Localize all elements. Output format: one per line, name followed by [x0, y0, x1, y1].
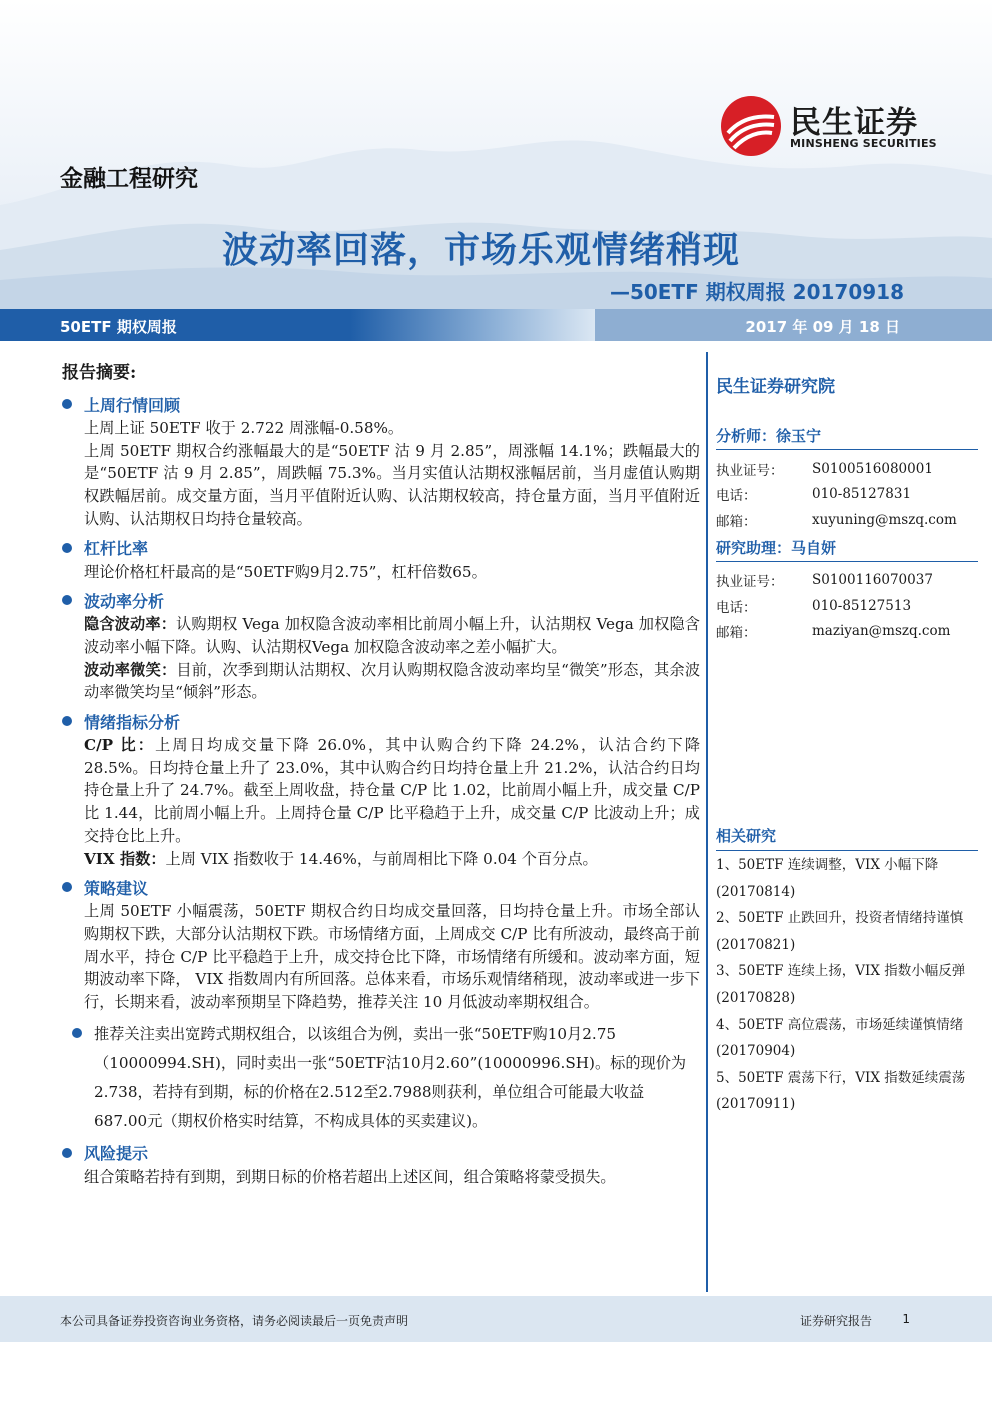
recommendation-item	[72, 1020, 700, 1136]
section-title: 风险提示	[84, 1144, 149, 1164]
footer-report-type: 证券研究报告	[799, 1314, 872, 1328]
related-research-item[interactable]: 3、50ETF 连续上扬，VIX 指数小幅反弹 (20170828)	[716, 963, 966, 1006]
term-label: VIX 指数：	[84, 849, 166, 868]
assistant-heading: 研究助理：马自妍	[716, 537, 978, 562]
department-label: 金融工程研究	[60, 166, 198, 192]
paragraph	[84, 848, 700, 871]
section-title: 上周行情回顾	[84, 395, 181, 415]
related-research-item[interactable]: 1、50ETF 连续调整，VIX 小幅下降 (20170814)	[716, 857, 939, 900]
section-heading-leverage	[60, 535, 700, 561]
recommendation-text: 推荐关注卖出宽跨式期权组合，以该组合为例，卖出一张“50ETF购10月2.75（10000994.SH)，同时卖出一张“50ETF沽10月2.60”(10000996.SH)。标的现价为2.738，若持有到期，标的价格在2.512至2.7988则获利，单位组合可能最大收益687.00元（期权价格实时结算，不构成具体的买卖建议)。	[94, 1024, 687, 1130]
disclaimer-notice: 本公司具备证券投资咨询业务资格，请务必阅读最后一页免责声明	[60, 1314, 409, 1328]
section-title: 波动率分析	[84, 591, 165, 611]
paragraph-text: 目前，次季到期认沽期权、次月认购期权隐含波动率均呈“微笑”形态，其余波动率微笑均呈“倾斜”形态。	[84, 660, 701, 702]
paragraph: 组合策略若持有到期，到期日标的价格若超出上述区间，组合策略将蒙受损失。	[84, 1167, 616, 1186]
paragraph: 上周 50ETF 期权合约涨幅最大的是“50ETF 沽 9 月 2.85”，周涨幅 14.1%；跌幅最大的是“50ETF 沽 9 月 2.85”，周跌幅 75.3%。当月实值认沽期权涨幅居前，当月虚值认购期权跌幅居前。成交量方面，当月平值附近认购、认沽期权较高，持仓量方面，当月平值附近认购、认沽期权日均持仓量较高。	[84, 441, 700, 528]
report-subtitle: —50ETF 期权周报 20170918	[609, 280, 904, 304]
paragraph-text: 上周日均成交量下降 26.0%，其中认购合约下降 24.2%，认沽合约下降 28.5%。日均持仓量上升了 23.0%，其中认购合约日均持仓量上升 21.2%，认沽合约日均持仓量上升了 24.7%。截至上周收盘，持仓量 C/P 比 1.02，比前周小幅上升，成交量 C/P 比 1.44，比前周小幅上升。上周持仓量 C/P 比平稳趋于上升，成交量 C/P 比波动上升；成交持仓比上升。	[84, 736, 701, 845]
analyst-license-row	[716, 456, 978, 482]
report-summary	[60, 358, 700, 1188]
paragraph	[84, 659, 700, 704]
report-info-bar	[0, 309, 992, 341]
page-footer	[0, 1296, 992, 1342]
bullet-icon	[62, 543, 72, 553]
paragraph: 上周上证 50ETF 收于 2.722 周涨幅-0.58%。	[84, 419, 404, 437]
assistant-email-row	[716, 619, 978, 645]
bullet-icon	[62, 716, 72, 726]
paragraph: 理论价格杠杆最高的是“50ETF购9月2.75”，杠杆倍数65。	[84, 562, 487, 581]
term-label: C/P 比：	[84, 736, 156, 755]
section-heading-volatility	[60, 587, 700, 613]
page-number: 1	[902, 1312, 910, 1326]
logo-text-cn: 民生证券	[790, 105, 918, 141]
related-research-item[interactable]: 5、50ETF 震荡下行，VIX 指数延续震荡 (20170911)	[716, 1069, 966, 1113]
logo-circle-icon	[720, 95, 782, 157]
term-label: 波动率微笑：	[84, 660, 177, 679]
related-research-heading: 相关研究	[716, 825, 978, 851]
field-label: 邮箱：	[716, 625, 757, 642]
field-label: 执业证号：	[716, 574, 784, 591]
report-series-label: 50ETF 期权周报	[60, 318, 177, 336]
field-label: 电话：	[716, 599, 757, 616]
section-heading-risk	[60, 1140, 700, 1166]
report-title: 波动率回落，市场乐观情绪稍现	[221, 230, 740, 271]
column-divider	[706, 352, 708, 1292]
bullet-icon	[62, 399, 72, 409]
paragraph-text: 上周 VIX 指数收于 14.46%，与前周相比下降 0.04 个百分点。	[165, 849, 598, 868]
field-value: S0100116070037	[812, 572, 933, 589]
logo-text-en: MINSHENG SECURITIES	[790, 137, 937, 150]
section-heading-market-review	[60, 391, 700, 417]
section-title: 策略建议	[84, 878, 149, 898]
summary-heading: 报告摘要:	[62, 363, 137, 383]
bar-gradient-segment	[350, 309, 595, 341]
related-research-item[interactable]: 4、50ETF 高位震荡，市场延续谨慎情绪 (20170904)	[716, 1016, 964, 1060]
field-value: 010-85127513	[812, 597, 912, 614]
related-research-list	[716, 852, 978, 1118]
sidebar	[716, 372, 978, 644]
analyst-email-link[interactable]: xuyuning@mszq.com	[812, 511, 957, 528]
assistant-license-row	[716, 568, 978, 594]
bullet-icon	[62, 882, 72, 892]
paragraph: 上周 50ETF 小幅震荡，50ETF 期权合约日均成交量回落，日均持仓量上升。市场全部认购期权下跌，大部分认沽期权下跌。市场情绪方面，上周成交 C/P 比有所波动，最终高于前周水平，持仓 C/P 比平稳趋于上升，成交持仓比下降，市场情绪有所缓和。波动率方面，短期波动率下降， VIX 指数周内有所回落。总体来看，市场乐观情绪稍现，波动率或进一步下行，长期来看，波动率预期呈下降趋势，推荐关注 10 月低波动率期权组合。	[84, 902, 700, 1012]
bullet-icon	[62, 1148, 72, 1158]
field-label: 执业证号：	[716, 462, 784, 479]
section-heading-strategy	[60, 874, 700, 900]
paragraph	[84, 734, 700, 848]
paragraph-text: 认购期权 Vega 加权隐含波动率相比前周小幅上升，认沽期权 Vega 加权隐含波动率小幅下降。认购、认沽期权Vega 加权隐含波动率之差小幅扩大。	[84, 615, 700, 656]
analyst-heading: 分析师：徐玉宁	[716, 425, 978, 450]
field-value: 010-85127831	[812, 486, 912, 503]
bullet-icon	[72, 1028, 82, 1038]
minsheng-logo	[720, 95, 960, 157]
analyst-phone-row	[716, 482, 978, 508]
institute-name: 民生证券研究院	[716, 377, 835, 397]
paragraph	[84, 613, 700, 658]
field-value: S0100516080001	[812, 460, 933, 477]
term-label: 隐含波动率：	[84, 615, 177, 634]
related-research-item[interactable]: 2、50ETF 止跌回升，投资者情绪持谨慎 (20170821)	[716, 910, 964, 953]
assistant-phone-row	[716, 593, 978, 619]
field-label: 电话：	[716, 488, 757, 505]
section-heading-sentiment	[60, 708, 700, 734]
section-title: 杠杆比率	[84, 539, 149, 559]
field-label: 邮箱：	[716, 513, 757, 530]
analyst-email-row	[716, 507, 978, 533]
report-date: 2017 年 09 月 18 日	[745, 318, 900, 336]
assistant-email-link[interactable]: maziyan@mszq.com	[812, 623, 951, 640]
bullet-icon	[62, 595, 72, 605]
section-title: 情绪指标分析	[84, 712, 181, 732]
